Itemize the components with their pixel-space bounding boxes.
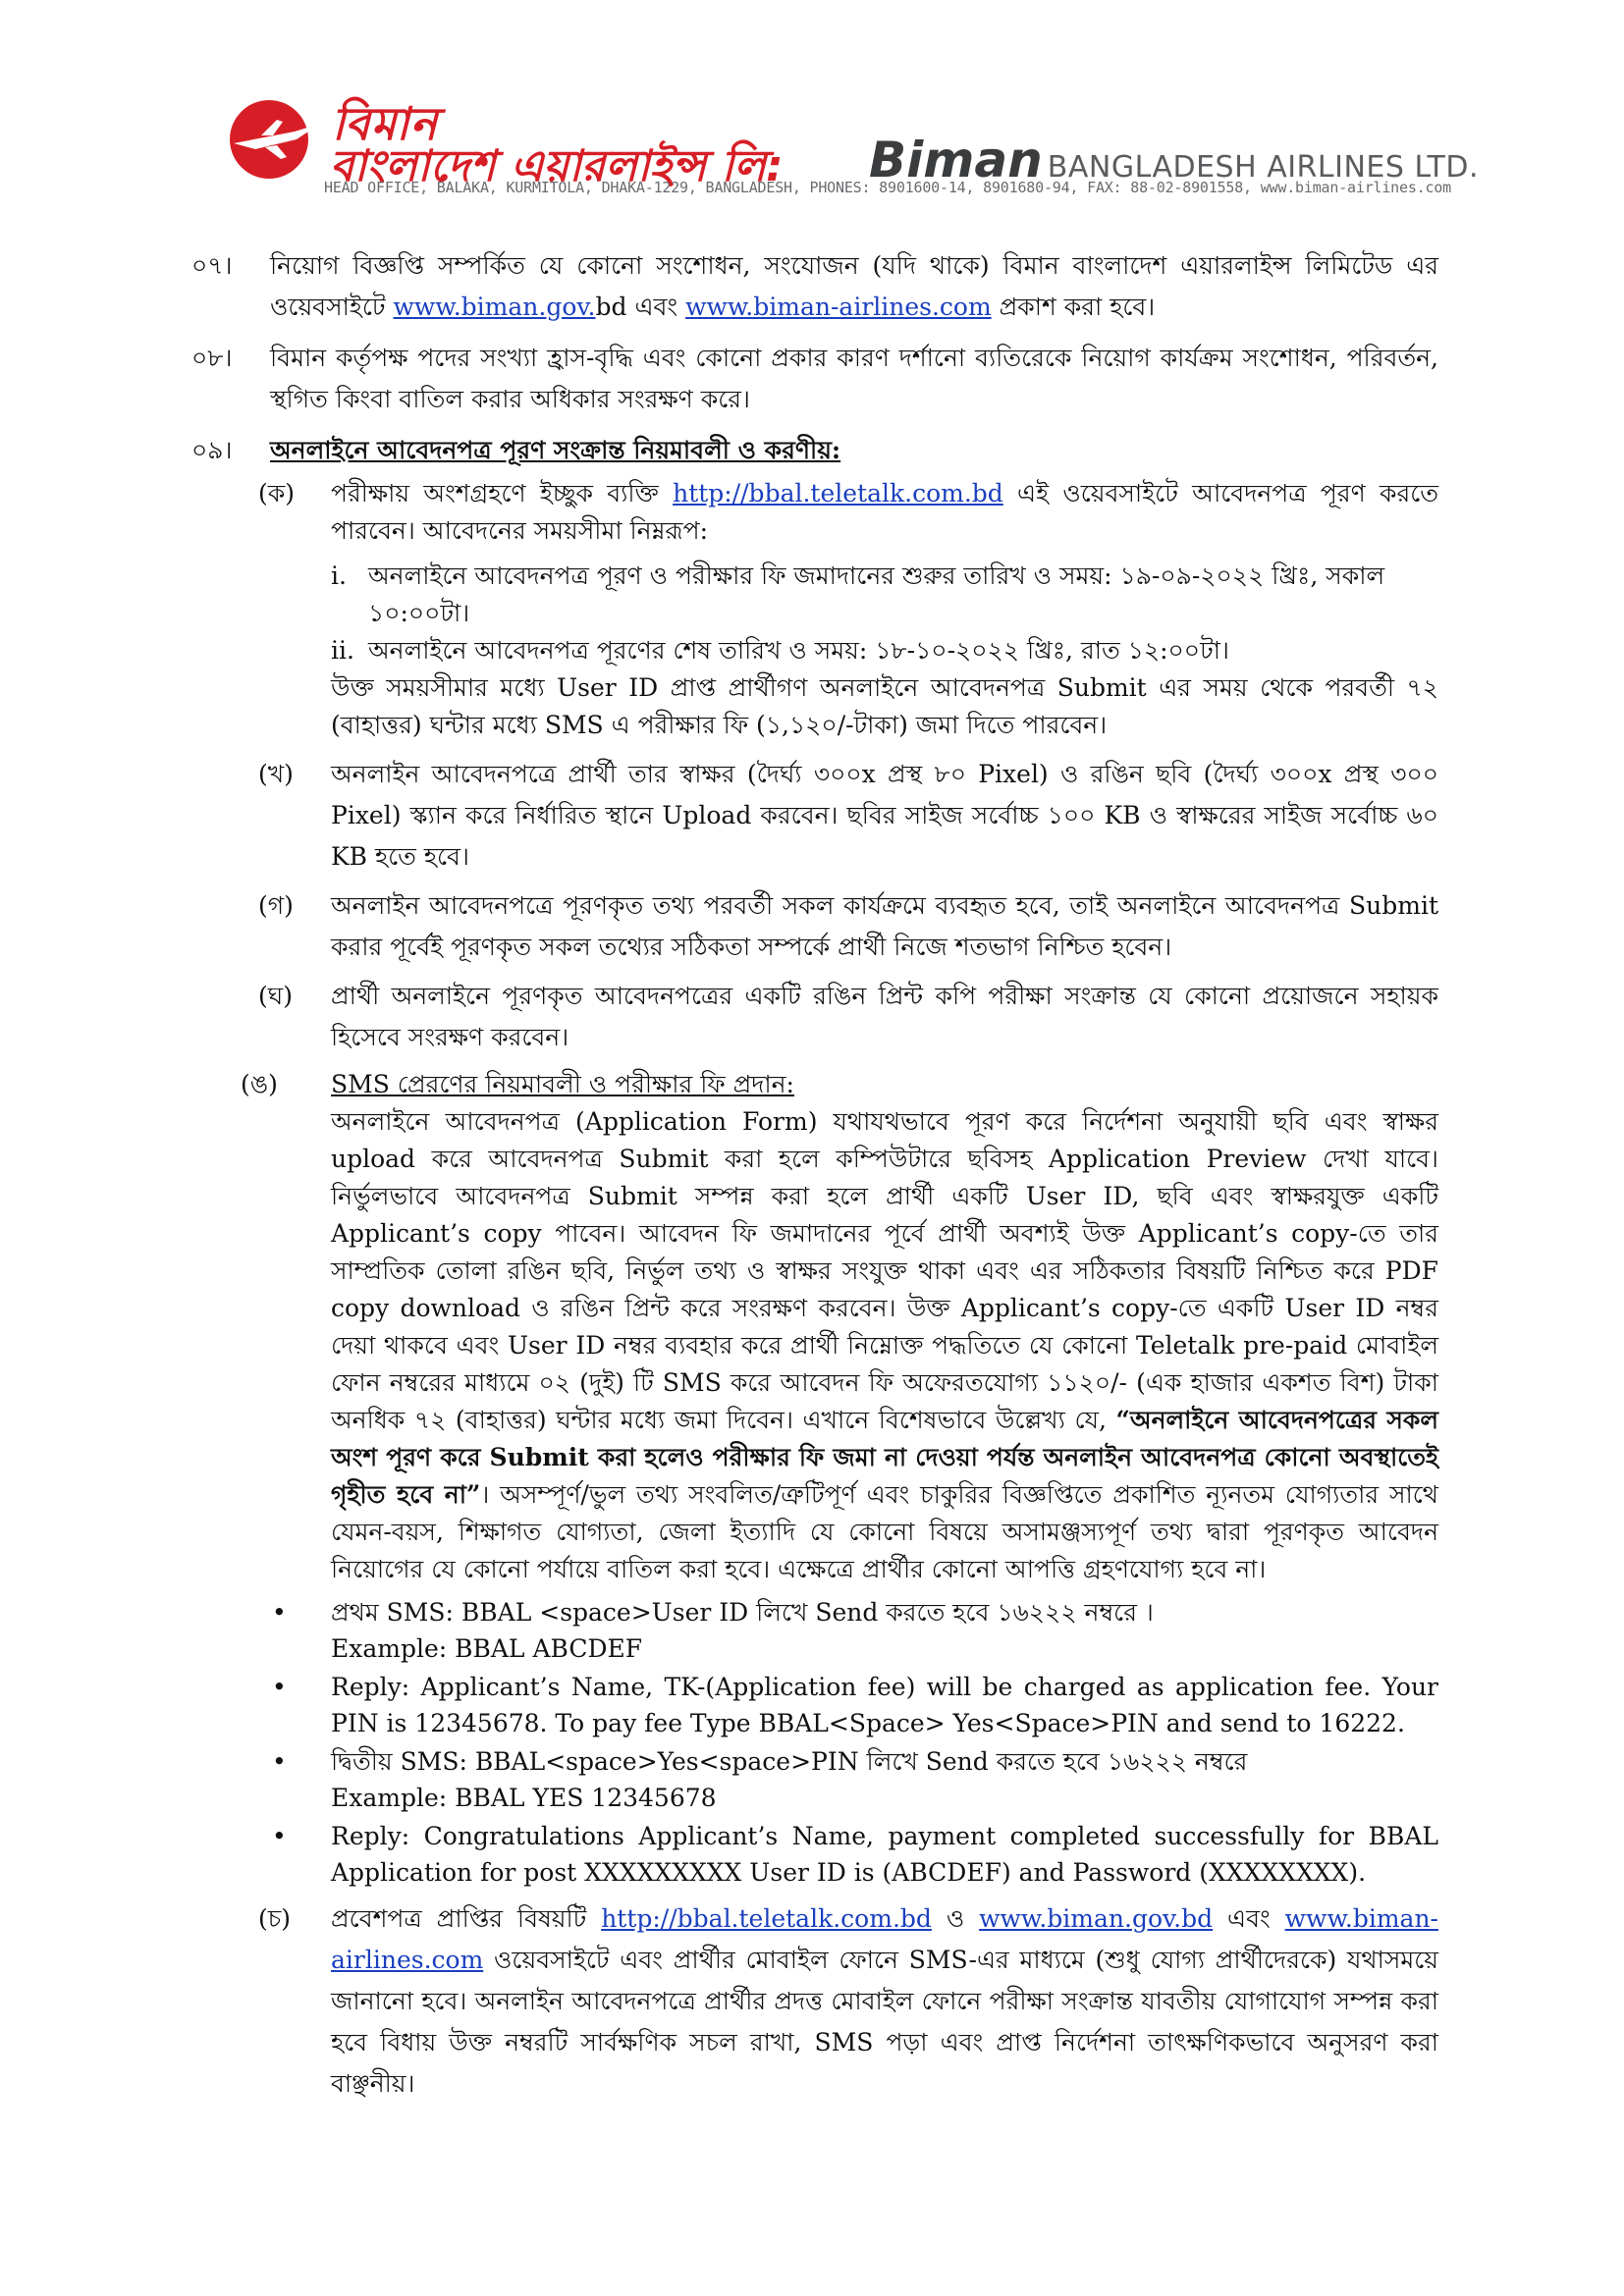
- bullet-text: প্রথম SMS: BBAL <space>User ID লিখে Send করতে হবে ১৬২২২ নম্বরে ।: [331, 1598, 1154, 1627]
- item-09: [191, 430, 1438, 471]
- sub-item-text: এই ওয়েবসাইটে আবেদনপত্র পূরণ করতে পারবেন। আবেদনের সময়সীমা নিম্নরূপ:: [331, 479, 1438, 545]
- sub-item-text: অনলাইন আবেদনপত্রে প্রার্থী তার স্বাক্ষর (দৈর্ঘ্য ৩০০x প্রস্থ ৮০ Pixel) ও রঙিন ছবি (দৈর্ঘ্য ৩০০x প্রস্থ ৩০০ Pixel) স্ক্যান করে নির্ধারিত স্থানে Upload করবেন। ছবির সাইজ সর্বোচ্চ ১০০ KB ও স্বাক্ষরের সাইজ সর্বোচ্চ ৬০ KB হতে হবে।: [331, 760, 1438, 871]
- sub-item-text: ওয়েবসাইটে এবং প্রার্থীর মোবাইল ফোনে SMS-এর মাধ্যমে (শুধু যোগ্য প্রার্থীদেরকে) যথাসময়ে জানানো হবে। অনলাইন আবেদনপত্রে প্রার্থীর প্রদত্ত মোবাইল ফোনে পরীক্ষা সংক্রান্ত যাবতীয় যোগাযোগ সম্পন্ন করা হবে বিধায় উক্ত নম্বরটি সার্বক্ষণিক সচল রাখা, SMS পড়া এবং প্রাপ্ত নির্দেশনা তাৎক্ষণিকভাবে অনুসরণ করা বাঞ্ছনীয়।: [331, 1946, 1438, 2098]
- biman-logo-icon: [226, 94, 324, 183]
- letterhead-company: BANGLADESH AIRLINES LTD.: [1047, 150, 1479, 185]
- item-text: প্রকাশ করা হবে।: [991, 293, 1156, 321]
- sub-item-gha: [191, 976, 1438, 1058]
- bullet-text: Reply: Applicant’s Name, TK-(Application fee) will be charged as application fee. Your PIN is 12345678. To pay fee Type BBAL<Space> Yes<Space>PIN and send to 16222.: [331, 1673, 1438, 1737]
- letterhead-address: HEAD OFFICE, BALAKA, KURMITOLA, DHAKA-1229, BANGLADESH, PHONES: 8901600-14, 8901680-94, FAX: 88-02-8901558, www.biman-airlines.com: [324, 179, 1451, 196]
- bullet-example: Example: BBAL YES 12345678: [331, 1784, 717, 1812]
- item-number: ০৯।: [191, 436, 233, 464]
- sub-item-text: প্রার্থী অনলাইনে পূরণকৃত আবেদনপত্রের একটি রঙিন প্রিন্ট কপি পরীক্ষা সংক্রান্ত যে কোনো প্রয়োজনে সহায়ক হিসেবে সংরক্ষণ করবেন।: [331, 982, 1438, 1051]
- sub-item-text: এবং: [1213, 1904, 1285, 1933]
- roman-item-ii: [191, 632, 1438, 669]
- link-teletalk[interactable]: http://bbal.teletalk.com.bd: [673, 479, 1003, 507]
- sub-item-ka-note: উক্ত সময়সীমার মধ্যে User ID প্রাপ্ত প্রার্থীগণ অনলাইনে আবেদনপত্র Submit এর সময় থেকে পরবর্তী ৭২ (বাহাত্তর) ঘন্টার মধ্যে SMS এ পরীক্ষার ফি (১,১২০/-টাকা) জমা দিতে পারবেন।: [331, 673, 1438, 739]
- roman-item-i: [191, 558, 1438, 632]
- sub-item-ga: [191, 885, 1438, 968]
- sub-item-text: অনলাইন আবেদনপত্রে পূরণকৃত তথ্য পরবর্তী সকল কার্যক্রমে ব্যবহৃত হবে, তাই অনলাইনে আবেদনপত্র Submit করার পূর্বেই পূরণকৃত সকল তথ্যের সঠিকতা সম্পর্কে প্রার্থী নিজে শতভাগ নিশ্চিত হবেন।: [331, 891, 1438, 961]
- item-text: নিয়োগ বিজ্ঞপ্তি সম্পর্কিত যে কোনো সংশোধন, সংযোজন (যদি থাকে) বিমান বাংলাদেশ এয়ারলাইন্স লিমিটেড এর ওয়েবসাইটে: [270, 251, 1438, 321]
- bullet-dot: •: [272, 1673, 287, 1701]
- sub-item-umo: [191, 1066, 1438, 1103]
- bullet-example: Example: BBAL ABCDEF: [331, 1634, 643, 1663]
- sub-item-text: ও: [931, 1904, 980, 1933]
- bullet-first-reply: [191, 1669, 1438, 1741]
- letterhead-brand: Biman: [869, 132, 1043, 188]
- bullet-text: Reply: Congratulations Applicant’s Name, payment completed successfully for BBAL Application for post XXXXXXXXX User ID is (ABCDEF) and Password (XXXXXXXX).: [331, 1822, 1438, 1887]
- sms-important-note: “অনলাইনে আবেদনপত্রের সকল অংশ পূরণ করে Submit করা হলেও পরীক্ষার ফি জমা না দেওয়া পর্যন্ত অনলাইন আবেদনপত্র কোনো অবস্থাতেই গৃহীত হবে না”: [331, 1406, 1439, 1509]
- bullet-first-sms: [191, 1594, 1438, 1667]
- sub-item-text: প্রবেশপত্র প্রাপ্তির বিষয়টি: [331, 1904, 602, 1933]
- bullet-second-reply: [191, 1818, 1438, 1891]
- bullet-second-sms: [191, 1743, 1438, 1816]
- sms-paragraph: অনলাইনে আবেদনপত্র (Application Form) যথাযথভাবে পূরণ করে নির্দেশনা অনুযায়ী ছবি এবং স্বাক্ষর upload করে আবেদনপত্র Submit করা হলে কম্পিউটারে ছবিসহ Application Preview দেখা যাবে। নির্ভুলভাবে আবেদনপত্র Submit সম্পন্ন করা হলে প্রার্থী একটি User ID, ছবি এবং স্বাক্ষরযুক্ত একটি Applicant’s copy পাবেন। আবেদন ফি জমাদানের পূর্বে প্রার্থী অবশ্যই উক্ত Applicant’s copy-তে তার সাম্প্রতিক তোলা রঙিন ছবি, নির্ভুল তথ্য ও স্বাক্ষর সংযুক্ত থাকা এবং এর সঠিকতার বিষয়টি নিশ্চিত করে PDF copy download ও রঙিন প্রিন্ট করে সংরক্ষণ করবেন। উক্ত Applicant’s copy-তে একটি User ID নম্বর দেয়া থাকবে এবং User ID নম্বর ব্যবহার করে প্রার্থী নিম্নোক্ত পদ্ধতিতে যে কোনো Teletalk pre-paid মোবাইল ফোন নম্বরের মাধ্যমে ০২ (দুই) টি SMS করে আবেদন ফি অফেরতযোগ্য ১১২০/- (এক হাজার একশত বিশ) টাকা অনধিক ৭২ (বাহাত্তর) ঘন্টার মধ্যে জমা দিবেন। এখানে বিশেষভাবে উল্লেখ্য যে,: [331, 1107, 1438, 1434]
- link-biman-airlines[interactable]: www.biman-airlines.com: [331, 1904, 1438, 1974]
- item-07: [191, 245, 1438, 328]
- sub-item-number: (চ): [258, 1904, 291, 1933]
- sub-item-heading: SMS প্রেরণের নিয়মাবলী ও পরীক্ষার ফি প্রদান:: [331, 1070, 794, 1098]
- sms-instructions: [191, 1103, 1438, 1588]
- item-number: ০৭।: [191, 251, 233, 280]
- letterhead-bangla-line2: বাংলাদেশ এয়ারলাইন্স লি:: [330, 141, 784, 191]
- sub-item-number: (খ): [258, 760, 294, 788]
- section-heading: অনলাইনে আবেদনপত্র পূরণ সংক্রান্ত নিয়মাবলী ও করণীয়:: [270, 436, 841, 464]
- item-number: ০৮।: [191, 344, 233, 372]
- roman-number: ii.: [331, 636, 354, 665]
- sub-item-number: (ঙ): [241, 1070, 278, 1098]
- roman-text: অনলাইনে আবেদনপত্র পূরণ ও পরীক্ষার ফি জমাদানের শুরুর তারিখ ও সময়: ১৯-০৯-২০২২ খ্রিঃ, সকাল ১০:০০টা।: [368, 561, 1385, 627]
- bullet-text: দ্বিতীয় SMS: BBAL<space>Yes<space>PIN লিখে Send করতে হবে ১৬২২২ নম্বরে: [331, 1747, 1248, 1776]
- link-teletalk[interactable]: http://bbal.teletalk.com.bd: [601, 1904, 932, 1933]
- item-text: বিমান কর্তৃপক্ষ পদের সংখ্যা হ্রাস-বৃদ্ধি এবং কোনো প্রকার কারণ দর্শানো ব্যতিরেকে নিয়োগ কার্যক্রম সংশোধন, পরিবর্তন, স্থগিত কিংবা বাতিল করার অধিকার সংরক্ষণ করে।: [270, 344, 1438, 413]
- link-biman-gov[interactable]: www.biman.gov.: [393, 293, 596, 321]
- bullet-dot: •: [272, 1747, 287, 1776]
- letterhead-bangla-line1: বিমান: [332, 97, 439, 150]
- letterhead: [226, 94, 1479, 202]
- item-08: [191, 338, 1438, 420]
- sub-item-ca: [191, 1898, 1438, 2105]
- link-biman-airlines[interactable]: www.biman-airlines.com: [685, 293, 992, 321]
- sub-item-text: পরীক্ষায় অংশগ্রহণে ইচ্ছুক ব্যক্তি: [331, 479, 674, 507]
- bullet-dot: •: [272, 1822, 287, 1850]
- sub-item-number: (গ): [258, 891, 294, 920]
- document-body: [191, 245, 1438, 2112]
- bullet-dot: •: [272, 1598, 287, 1627]
- sub-item-kha: [191, 754, 1438, 878]
- sub-item-ka: [191, 475, 1438, 550]
- item-text: bd এবং: [595, 293, 686, 321]
- roman-number: i.: [331, 561, 347, 590]
- roman-text: অনলাইনে আবেদনপত্র পূরণের শেষ তারিখ ও সময়: ১৮-১০-২০২২ খ্রিঃ, রাত ১২:০০টা।: [368, 636, 1229, 665]
- sms-paragraph-end: । অসম্পূর্ণ/ভুল তথ্য সংবলিত/ত্রুটিপূর্ণ এবং চাকুরির বিজ্ঞপ্তিতে প্রকাশিত ন্যূনতম যোগ্যতার সাথে যেমন-বয়স, শিক্ষাগত যোগ্যতা, জেলা ইত্যাদি যে কোনো বিষয়ে অসামঞ্জস্যপূর্ণ তথ্য দ্বারা পূরণকৃত আবেদন নিয়োগের যে কোনো পর্যায়ে বাতিল করা হবে। এক্ষেত্রে প্রার্থীর কোনো আপত্তি গ্রহণযোগ্য হবে না।: [331, 1480, 1438, 1583]
- link-biman-gov[interactable]: www.biman.gov.bd: [979, 1904, 1214, 1933]
- sub-item-number: (ক): [258, 479, 295, 507]
- sub-item-number: (ঘ): [258, 982, 293, 1010]
